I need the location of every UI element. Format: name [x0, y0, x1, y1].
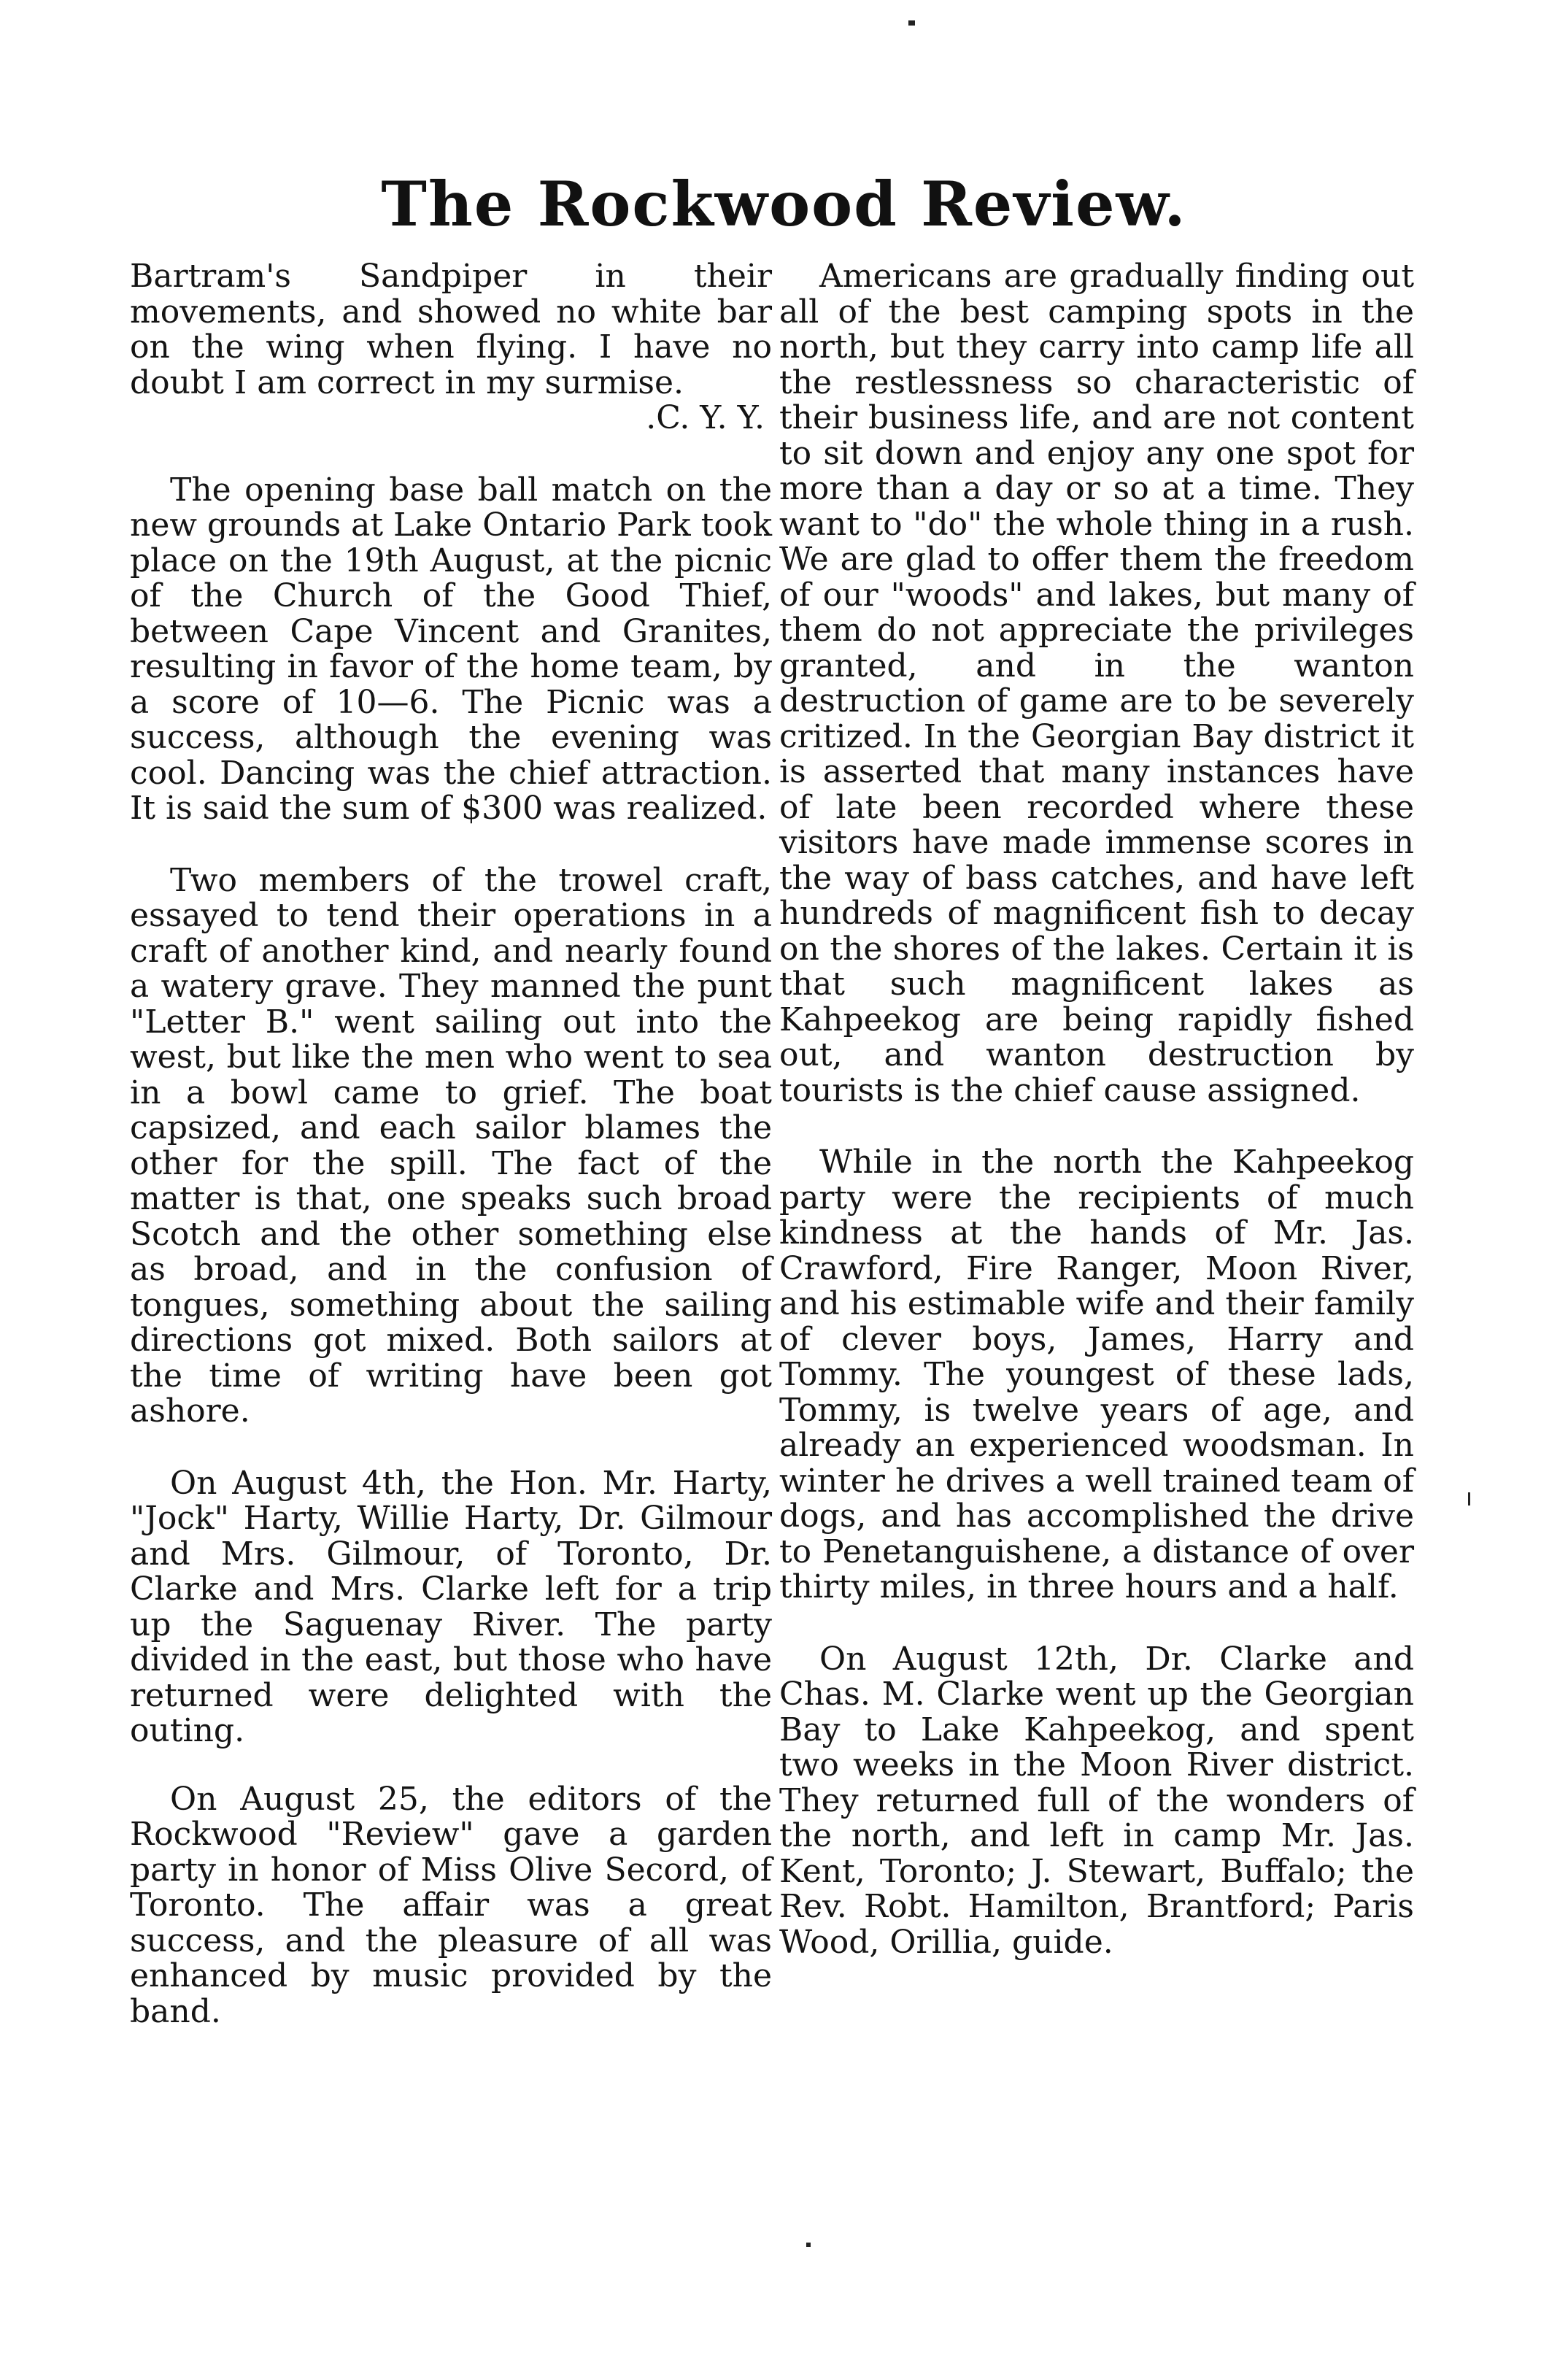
- ink-speck-bottom: [806, 2243, 811, 2247]
- paragraph-gap: [779, 1605, 1414, 1642]
- article-trowel-craft: Two members of the trowel craft, essayed to tend their operations in a craft of another kind, and nearly found a watery grave. They manned the punt "Letter B." went sailing out into the west, but like the men who went to sea in a bowl came to grief. The boat capsized, and each sailor blames the other for the spill. The fact of the matter is that, one speaks such broad Scotch and the other something else as broad, and in the confusion of tongues, something about the sailing directions got mixed. Both sailors at the time of writing have been got ashore.: [130, 861, 772, 1430]
- paragraph-gap: [130, 436, 772, 473]
- paragraph-gap: [130, 1749, 772, 1782]
- ink-speck-top: [908, 20, 915, 26]
- left-column: [130, 259, 772, 2029]
- paragraph-gap: [130, 1430, 772, 1466]
- article-saguenay-trip: On August 4th, the Hon. Mr. Harty, "Jock" Harty, Willie Harty, Dr. Gilmour and Mrs. Gilmour, of Toronto, Dr. Clarke and Mrs. Clarke left for a trip up the Saguenay River. The party divided in the east, but those who have returned were delighted with the outing.: [130, 1464, 772, 1749]
- paragraph-gap: [779, 1109, 1414, 1145]
- article-georgian-bay-trip: On August 12th, Dr. Clarke and Chas. M. Clarke went up the Georgian Bay to Lake Kahpeekog, and spent two weeks in the Moon River district. They returned full of the wonders of the north, and left in camp Mr. Jas. Kent, Toronto; J. Stewart, Buffalo; the Rev. Robt. Hamilton, Brantford; Paris Wood, Orillia, guide.: [779, 1640, 1414, 1961]
- article-base-ball: The opening base ball match on the new grounds at Lake Ontario Park took place on the 19th August, at the picnic of the Church of the Good Thief, between Cape Vincent and Granites, resulting in favor of the home team, by a score of 10—6. The Picnic was a success, although the evening was cool. Dancing was the chief attraction. It is said the sum of $300 was realized.: [130, 471, 772, 827]
- article-garden-party: On August 25, the editors of the Rockwood "Review" gave a garden party in honor of Miss Olive Secord, of Toronto. The affair was a great success, and the pleasure of all was enhanced by music provided by the band.: [130, 1780, 772, 2030]
- right-column: [779, 259, 1414, 1960]
- article-americans-camping: Americans are gradually finding out all of the best camping spots in the north, but they carry into camp life all the restlessness so characteristic of their business life, and are not content to sit down and enjoy any one spot for more than a day or so at a time. They want to "do" the whole thing in a rush. We are glad to offer them the freedom of our "woods" and lakes, but many of them do not appreciate the privileges granted, and in the wanton destruction of game are to be severely critized. In the Georgian Bay district it is asserted that many instances have of late been recorded where these visitors have made immense scores in the way of bass catches, and have left hundreds of magnificent fish to decay on the shores of the lakes. Certain it is that such magnificent lakes as Kahpeekog are being rapidly fished out, and wanton destruction by tourists is the chief cause assigned.: [779, 258, 1414, 1109]
- article-sandpiper-ending: Bartram's Sandpiper in their movements, and showed no white bar on the wing when flying. I have no doubt I am correct in my surmise.: [130, 258, 772, 401]
- masthead-title: The Rockwood Review.: [381, 168, 1187, 240]
- ink-speck-margin: [1468, 1492, 1470, 1506]
- article-kahpeekog-party: While in the north the Kahpeekog party were the recipients of much kindness at the hands of Mr. Jas. Crawford, Fire Ranger, Moon River, and his estimable wife and their family of clever boys, James, Harry and Tommy. The youngest of these lads, Tommy, is twelve years of age, and already an experienced woodsman. In winter he drives a well trained team of dogs, and has accomplished the drive to Penetanguishene, a distance of over thirty miles, in three hours and a half.: [779, 1144, 1414, 1605]
- paragraph-gap: [130, 827, 772, 863]
- article-signature: .C. Y. Y.: [646, 399, 765, 436]
